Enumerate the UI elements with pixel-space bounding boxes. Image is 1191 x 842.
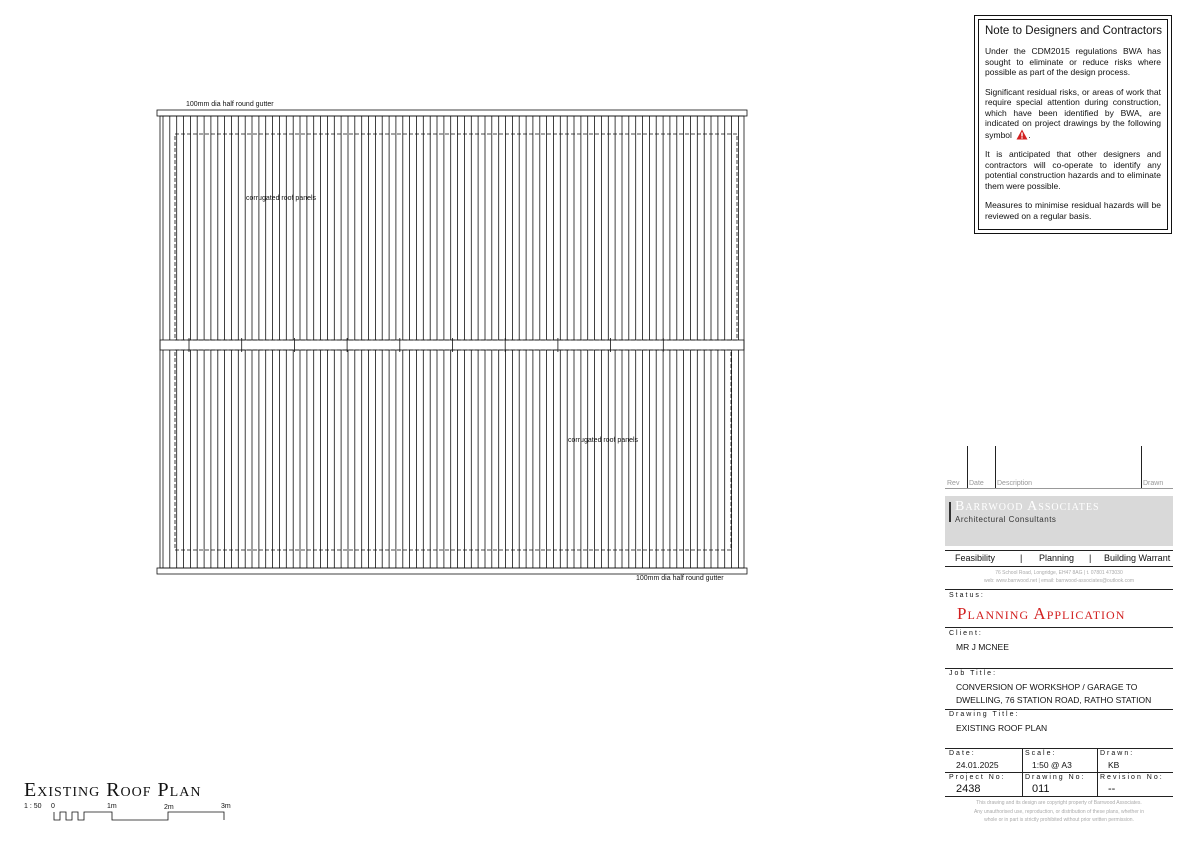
corrugated-panel-lines (163, 116, 738, 568)
rev-header-drawn: Drawn (1143, 480, 1164, 487)
status-label: Status: (949, 592, 985, 599)
status-value: Planning Application (957, 604, 1126, 623)
copyright-line-2: Any unauthorised use, reproduction, or distribution of these plans, whether in (973, 808, 1145, 815)
scale-label-1m: 1m (107, 803, 117, 810)
note-paragraph-2-end: . (1028, 129, 1031, 140)
job-title-line-1: CONVERSION OF WORKSHOP / GARAGE TO (956, 682, 1138, 692)
upper-panels-label: corrugated roof panels (246, 195, 317, 202)
project-no-label: Project No: (949, 774, 1006, 781)
drawing-no-value: 011 (1032, 783, 1050, 795)
note-paragraph-4: Measures to minimise residual hazards will be reviewed on a regular basis. (985, 200, 1161, 221)
scale-label-0: 0 (51, 803, 55, 810)
note-paragraph-1: Under the CDM2015 regulations BWA has sought to eliminate or reduce risks where possible as part of the design process. (985, 46, 1161, 77)
service-building-warrant: Building Warrant (1104, 553, 1171, 563)
cdm-note-box (974, 15, 1172, 234)
drawing-no-label: Drawing No: (1025, 774, 1086, 781)
scale-label-3m: 3m (221, 803, 231, 810)
client-value: MR J MCNEE (956, 642, 1009, 652)
bottom-gutter (157, 568, 747, 574)
bottom-gutter-label: 100mm dia half round gutter (636, 575, 724, 582)
company-web: web: www.barrwood.net | email: barrwood-associates@outlook.com (983, 578, 1135, 584)
company-banner (945, 496, 1173, 546)
drawing-title-value: EXISTING ROOF PLAN (956, 723, 1048, 733)
service-feasibility: Feasibility (955, 553, 996, 563)
company-name: Barrwood Associates (955, 499, 1100, 514)
title-block (945, 446, 1173, 830)
rev-header-rev: Rev (947, 480, 960, 487)
date-label: Date: (949, 750, 976, 757)
note-paragraph-2-text: Significant residual risks, or areas of work that require special attention during construction, which have been identified by BWA, are indicated on project drawings by the following symbol (985, 86, 1161, 140)
scale-label: Scale: (1025, 750, 1057, 757)
drawing-title-label: Drawing Title: (949, 711, 1020, 718)
company-subtitle: Architectural Consultants (955, 515, 1057, 524)
banner-accent-bar (949, 502, 951, 522)
services-sep-2: | (1089, 553, 1092, 563)
service-planning: Planning (1039, 553, 1075, 563)
scale-value: 1:50 @ A3 (1032, 760, 1072, 770)
note-title: Note to Designers and Contractors (985, 25, 1163, 37)
project-no-value: 2438 (956, 783, 981, 795)
plan-title: Existing Roof Plan (24, 779, 202, 801)
services-sep-1: | (1020, 553, 1023, 563)
copyright-notice (945, 799, 1173, 825)
copyright-line-3: whole or in part is strictly prohibited without prior written permission. (984, 817, 1134, 823)
job-title-line-2: DWELLING, 76 STATION ROAD, RATHO STATION (956, 695, 1152, 705)
date-value: 24.01.2025 (956, 760, 999, 770)
revision-no-label: Revision No: (1100, 774, 1164, 781)
client-label: Client: (949, 630, 983, 637)
rev-header-description: Description (997, 480, 1033, 487)
revision-no-value: -- (1108, 783, 1116, 795)
drawn-label: Drawn: (1100, 750, 1135, 757)
copyright-line-1: This drawing and its design are copyright property of Barrwood Associates. (976, 800, 1142, 806)
plan-scale: 1 : 50 (24, 803, 42, 810)
scale-label-2m: 2m (164, 804, 174, 811)
lower-panels-label: corrugated roof panels (568, 437, 639, 444)
job-title-label: Job Title: (949, 670, 998, 677)
note-paragraph-3: It is anticipated that other designers and contractors will co-operate to identify any potential construction hazards and to eliminate them were possible. (985, 149, 1161, 191)
note-paragraph-2 (985, 87, 1161, 141)
warning-triangle-icon (1016, 129, 1031, 140)
wall-line-lower (175, 350, 731, 550)
top-gutter-label: 100mm dia half round gutter (186, 101, 274, 108)
top-gutter (157, 110, 747, 116)
scale-bar (54, 812, 224, 820)
drawn-value: KB (1108, 760, 1120, 770)
rev-header-date: Date (969, 480, 984, 487)
company-address: 76 School Road, Longridge, EH47 8AG | t. 07801 473030 (995, 570, 1123, 576)
ridge-cap (160, 340, 744, 350)
